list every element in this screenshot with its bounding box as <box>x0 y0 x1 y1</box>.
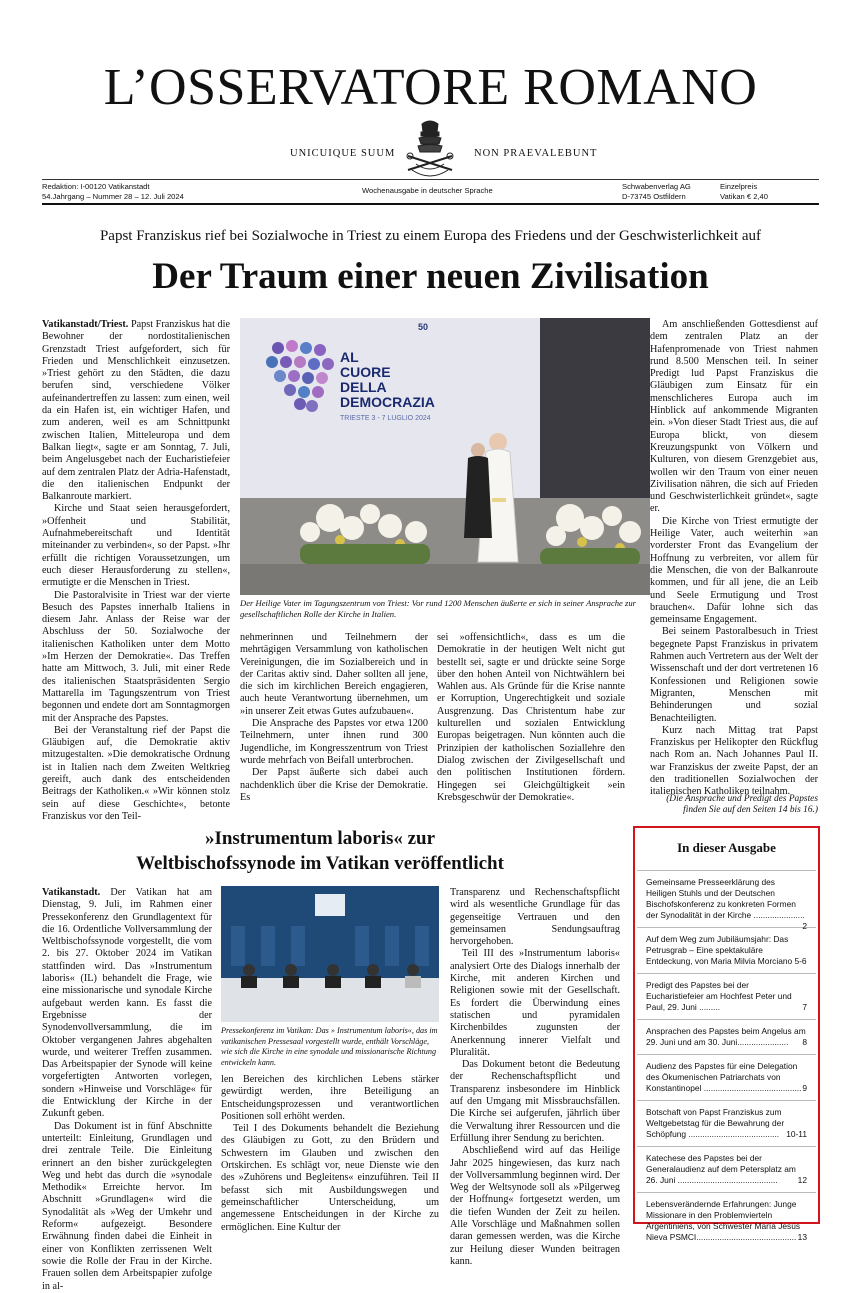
svg-text:AL: AL <box>340 349 359 365</box>
toc-item[interactable]: Gemeinsame Presseerklärung des Heiligen Stuhls und der Deutschen Bischofskonferenz zu konkreten Formen der Synodalität in der Kirche ...................... 2 <box>637 870 816 927</box>
toc-title: In dieser Ausgabe <box>677 840 776 855</box>
svg-text:50: 50 <box>418 322 429 332</box>
lead-photo <box>240 318 650 595</box>
second-column-2: len Bereichen des kirchlichen Lebens stärker gewürdigt werden, ihre Beteiligung an Entscheidungsprozessen und verantwortlichen Positionen soll erhöht werden. Teil I des Dokuments behandelt die Beziehung des Gläubigen zu Gott, zu den Brüdern und Schwestern im Glauben und zwischen den Ortskirchen. Es schlägt vor, neue Dienste wie den des »Zuhörens und Begleitens« einzuführen. Teil II befasst sich mit Ausbildungswegen und gemeinschaftlicher Unterscheidung, um angemessene Entscheidungen in der Kirche zu ermöglichen. Eine Kultur der <box>221 1074 439 1233</box>
table-of-contents <box>633 826 820 1242</box>
masthead-title: L’OSSERVATORE ROMANO <box>103 59 758 116</box>
lead-column-2: nehmerinnen und Teilnehmern der mehrtägigen Versammlung von katholischen Vereinigungen, die im Sozialbereich und in der Caritas aktiv sind. Daher sollten all jene, die sich im kirchlichen Bereich engagieren, auch heute Verantwortung übernehmen, um »in unserer Zeit etwas Gutes aufzubauen«. Die Ansprache des Papstes vor etwa 1200 Teilnehmern, unter ihnen rund 300 Jugendliche, im Kongresszentrum von Triest wurde mehrfach von Beifall unterbrochen. Der Papst äußerte sich dabei auch nachdenklich über die Krise der Demokratie. Es <box>240 632 428 803</box>
lead-photo-caption: Der Heilige Vater im Tagungszentrum von Triest: Vor rund 1200 Menschen äußerte er sich in seiner Ansprache zur gesellschaftlichen Rolle der Kirche in Italien. <box>240 598 636 619</box>
info-publisher: Schwabenverlag AG D-73745 Ostfildern <box>622 182 691 201</box>
toc-item[interactable]: Predigt des Papstes bei der Eucharistiefeier am Hochfest Peter und Paul, 29. Juni ......... 7 <box>637 973 816 1019</box>
info-center: Wochenausgabe in deutscher Sprache <box>362 186 493 195</box>
motto-left: UNICUIQUE SUUM <box>290 148 396 159</box>
lead-page-note: (Die Ansprache und Predigt des Papstes finden Sie auf den Seiten 14 bis 16.) <box>666 794 818 815</box>
toc-item[interactable]: Ansprachen des Papstes beim Angelus am 29. Juni und am 30. Juni...................... 8 <box>637 1019 816 1054</box>
svg-text:TRIESTE 3 - 7 LUGLIO 2024: TRIESTE 3 - 7 LUGLIO 2024 <box>340 415 431 422</box>
info-price: Einzelpreis Vatikan € 2,40 <box>720 182 768 201</box>
second-column-3: Transparenz und Rechenschaftspflicht wird als wesentliche Grundlage für das gegenseitige Vertrauen und den gemeinsamen Sendungsauftrag hervorgehoben. Teil III des »Instrumentum laboris« analysiert Orte des Dialogs innerhalb der Kirche, mit anderen Kirchen und Religionen sowie mit der Gesellschaft. Es fordert die Überwindung eines statischen und pyramidalen Kirchenbildes zugunsten der Anerkennung innerer Vielfalt und Pluralität. Das Dokument betont die Bedeutung der Rechenschaftspflicht und Transparenz insbesondere im Hinblick auf den Umgang mit Missbrauchsfällen. Die Kirche sei aufgerufen, jährlich über die Verwaltung ihrer Ressourcen und die Erfüllung ihrer Sendung zu berichten. Abschließend wird auf das Heilige Jahr 2025 hingewiesen, das kurz nach der Vollversammlung beginnen wird. Der Weg der Weltsynode soll als »Pilgerweg der Hoffnung« fortgesetzt werden, um die tiefen Wunden der Zeit zu heilen. Alle Vorschläge und Maßnahmen sollen daran gemessen werden, was die Kirche zur Heilung dieser Wunden beitragen kann. <box>450 887 620 1267</box>
toc-item[interactable]: Katechese des Papstes bei der Generalaudienz auf dem Petersplatz am 26. Juni ........................................... 12 <box>637 1146 816 1192</box>
svg-text:DEMOCRAZIA: DEMOCRAZIA <box>340 394 435 410</box>
papal-seal-icon <box>402 118 458 178</box>
second-headline: »Instrumentum laboris« zur Weltbischofssynode im Vatikan veröffentlicht <box>136 828 504 874</box>
second-photo-caption: Pressekonferenz im Vatikan: Das » Instrumentum laboris«, das im vatikanischen Pressesaal vorgestellt wurde, enthält Vorschläge, wie sich die Kirche in eine synodale und missionarische Richtung entwickeln kann. <box>221 1026 438 1067</box>
toc-item[interactable]: Auf dem Weg zum Jubiläumsjahr: Das Petrusgrab – Eine spektakuläre Entdeckung, von Maria Milvia Morciano 5-6 <box>637 927 816 973</box>
motto-right: NON PRAEVALEBUNT <box>474 148 598 159</box>
lead-headline: Der Traum einer neuen Zivilisation <box>152 256 709 297</box>
lead-column-4: Am anschließenden Gottesdienst auf dem zentralen Platz an der Hafenpromenade von Triest nahmen rund 8.500 Menschen teil. In seiner Predigt lud Papst Franziskus die Gläubigen zum Einsatz für ein menschlicheres Europa auch im Hinblick auf ankommende Migranten ein. »Von dieser Stadt Triest aus, die auf Europa blickt, von diesem Kreuzungspunkt von Völkern und Kulturen, von diesem Grenzgebiet aus, wollen wir den Traum von einer neuen Zivilisation nähren, die sich auf Frieden und Geschwisterlichkeit gründet«, sagte er. Die Kirche von Triest ermutigte der Heilige Vater, auch weiterhin »an vorderster Front das Evangelium der Hoffnung zu verbreiten, vor allem für die Menschen, die von der Balkanroute kommen, und für all jene, die an Leib und Seele Ermutigung und Trost brauchen«. Dafür lohne sich das gemeinsame Engagement. Bei seinem Pastoralbesuch in Triest begegnete Papst Franziskus in privatem Rahmen auch Vertretern aus der Welt der Wissenschaft und der dort vertretenen 16 Konfessionen und Religionen sowie Migranten, Menschen mit Behinderungen und sozial Benachteiligten. Kurz nach Mittag trat Papst Franziskus per Helikopter den Rückflug nach Rom an. Nach Johannes Paul II. war Franziskus der zweite Papst, der an den traditionellen Sozialwochen der italienischen Katholiken teilnahm. <box>650 319 818 798</box>
second-column-1: Vatikanstadt. Der Vatikan hat am Dienstag, 9. Juli, im Rahmen einer Pressekonferenz den Grundlagentext für die 16. Ordentliche Vollversammlung der Weltbischofssynode vorgestellt, die vom 2. bis 27. Oktober 2024 im Vatikan stattfinden wird. Das »Instrumentum laboris« (IL) behandelt die Frage, wie eine missionarische und synodale Kirche aufgebaut werden kann. Es fasst die Ergebnisse der Synodenvollversammlung, die im Oktober vergangenen Jahres abgehalten wurde, und weiterer Treffen zusammen. Das Arbeitspapier der Synode will keine vorgefertigten Antworten vorlegen, sondern »Hinweise und Vorschläge« für die Entwicklung der Kirche in der Zukunft geben. Das Dokument ist in fünf Abschnitte unterteilt: Einleitung, Grundlagen und drei zentrale Teile. Die Einleitung erinnert an den bisher zurückgelegten Weg und hebt das durch die »synodale Methodik« Erreichte hervor. Im Abschnitt »Grundlagen« wird die Synodalität als »Weg der Umkehr und Reform« aufgezeigt. Besondere Erwähnung finden dabei die Einheit in einer von Konflikten zerrissenen Welt sowie die Rolle der Frau in der Kirche. Frauen sollen dem Arbeitspapier zufolge in al- <box>42 887 212 1292</box>
toc-item[interactable]: Audienz des Papstes für eine Delegation des Ökumenischen Patriarchats von Konstantinopel .......................................... 9 <box>637 1054 816 1100</box>
info-left: Redaktion: I-00120 Vatikanstadt 54.Jahrgang – Nummer 28 – 12. Juli 2024 <box>42 182 184 201</box>
lead-kicker: Papst Franziskus rief bei Sozialwoche in Triest zu einem Europa des Friedens und der Geschwisterlichkeit auf <box>99 228 762 244</box>
toc-item[interactable]: Lebensverändernde Erfahrungen: Junge Missionare in den Problemvierteln Argentiniens, von Schwester María Jesús Nieva PSMCI........................................... 13 <box>637 1192 816 1249</box>
toc-item[interactable]: Botschaft von Papst Franziskus zum Weltgebetstag für die Bewahrung der Schöpfung ....................................... 10-11 <box>637 1100 816 1146</box>
svg-text:CUORE: CUORE <box>340 364 391 380</box>
second-photo <box>221 886 439 1022</box>
svg-text:DELLA: DELLA <box>340 379 387 395</box>
lead-column-3: sei »offensichtlich«, dass es um die Demokratie in der heutigen Welt nicht gut bestellt sei, sagte er und drückte seine Sorge über den hohen Anteil von Nichtwählern bei Wahlen aus. Als Gründe für die Krise nannte er Korruption, Ungerechtigkeit und soziale Ausgrenzung. Das Christentum habe zur kulturellen und sozialen Entwicklung Europas beigetragen. Nun könnten auch die Prinzipien der katholischen Soziallehre den Dialog zwischen der Zivilgesellschaft und den politischen Institutionen fördern. Hingegen sei Gleichgültigkeit »ein Krebsgeschwür der Demokratie«. <box>437 632 625 803</box>
lead-column-1: Vatikanstadt/Triest. Papst Franziskus hat die Bewohner der nordostitalienischen Grenzstadt Triest aufgefordert, sich für Frieden und Menschlichkeit einzusetzen. »Triest gehört zu den Städten, die dazu berufen sind, verschiedene Völker aufeinandertreffen zu lassen: zum einen, weil da ein Hafen ist, ein wichtiger Hafen, und zum anderen, weil es am Schnittpunkt zwischen Italien, Mitteleuropa und dem Balkan liegt«, sagte er am Sonntag, 7. Juli, beim Angelusgebet nach der Eucharistiefeier auf dem zentralen Platz der Adria-Hafenstadt, die den italienischen Endpunkt der Balkanroute markiert. Kirche und Staat seien herausgefordert, »Offenheit und Stabilität, Aufnahmebereitschaft und Identität miteinander zu verbinden«, so der Papst. »Ihr erfüllt die richtigen Voraussetzungen, um euch dieser Herausforderung zu stellen«, ermutigte er die Menschen in Triest. Die Pastoralvisite in Triest war der vierte Besuch des Papstes innerhalb Italiens in diesem Jahr. Anlass der Reise war der Abschluss der 50. Sozialwoche der italienischen Katholiken unter dem Motto »Im Herzen der Demokratie«. Das Treffen hatte am Mittwoch, 3. Juli, mit einer Rede des italienischen Staatspräsidenten Sergio Mattarella im Tagungszentrum von Triest begonnen und endete dort am Sonntagmorgen mit der Ansprache des Papstes. Bei der Veranstaltung rief der Papst die Gläubigen auf, die Demokratie aktiv mitzugestalten. »Die demokratische Ordnung ist in Italien nach dem Zweiten Weltkrieg gereift, auch dank des entscheidenden Beitrags der Katholiken.« »Wir können stolz sein auf diese Geschichte«, betonte Franziskus vor den Teil- <box>42 319 230 822</box>
